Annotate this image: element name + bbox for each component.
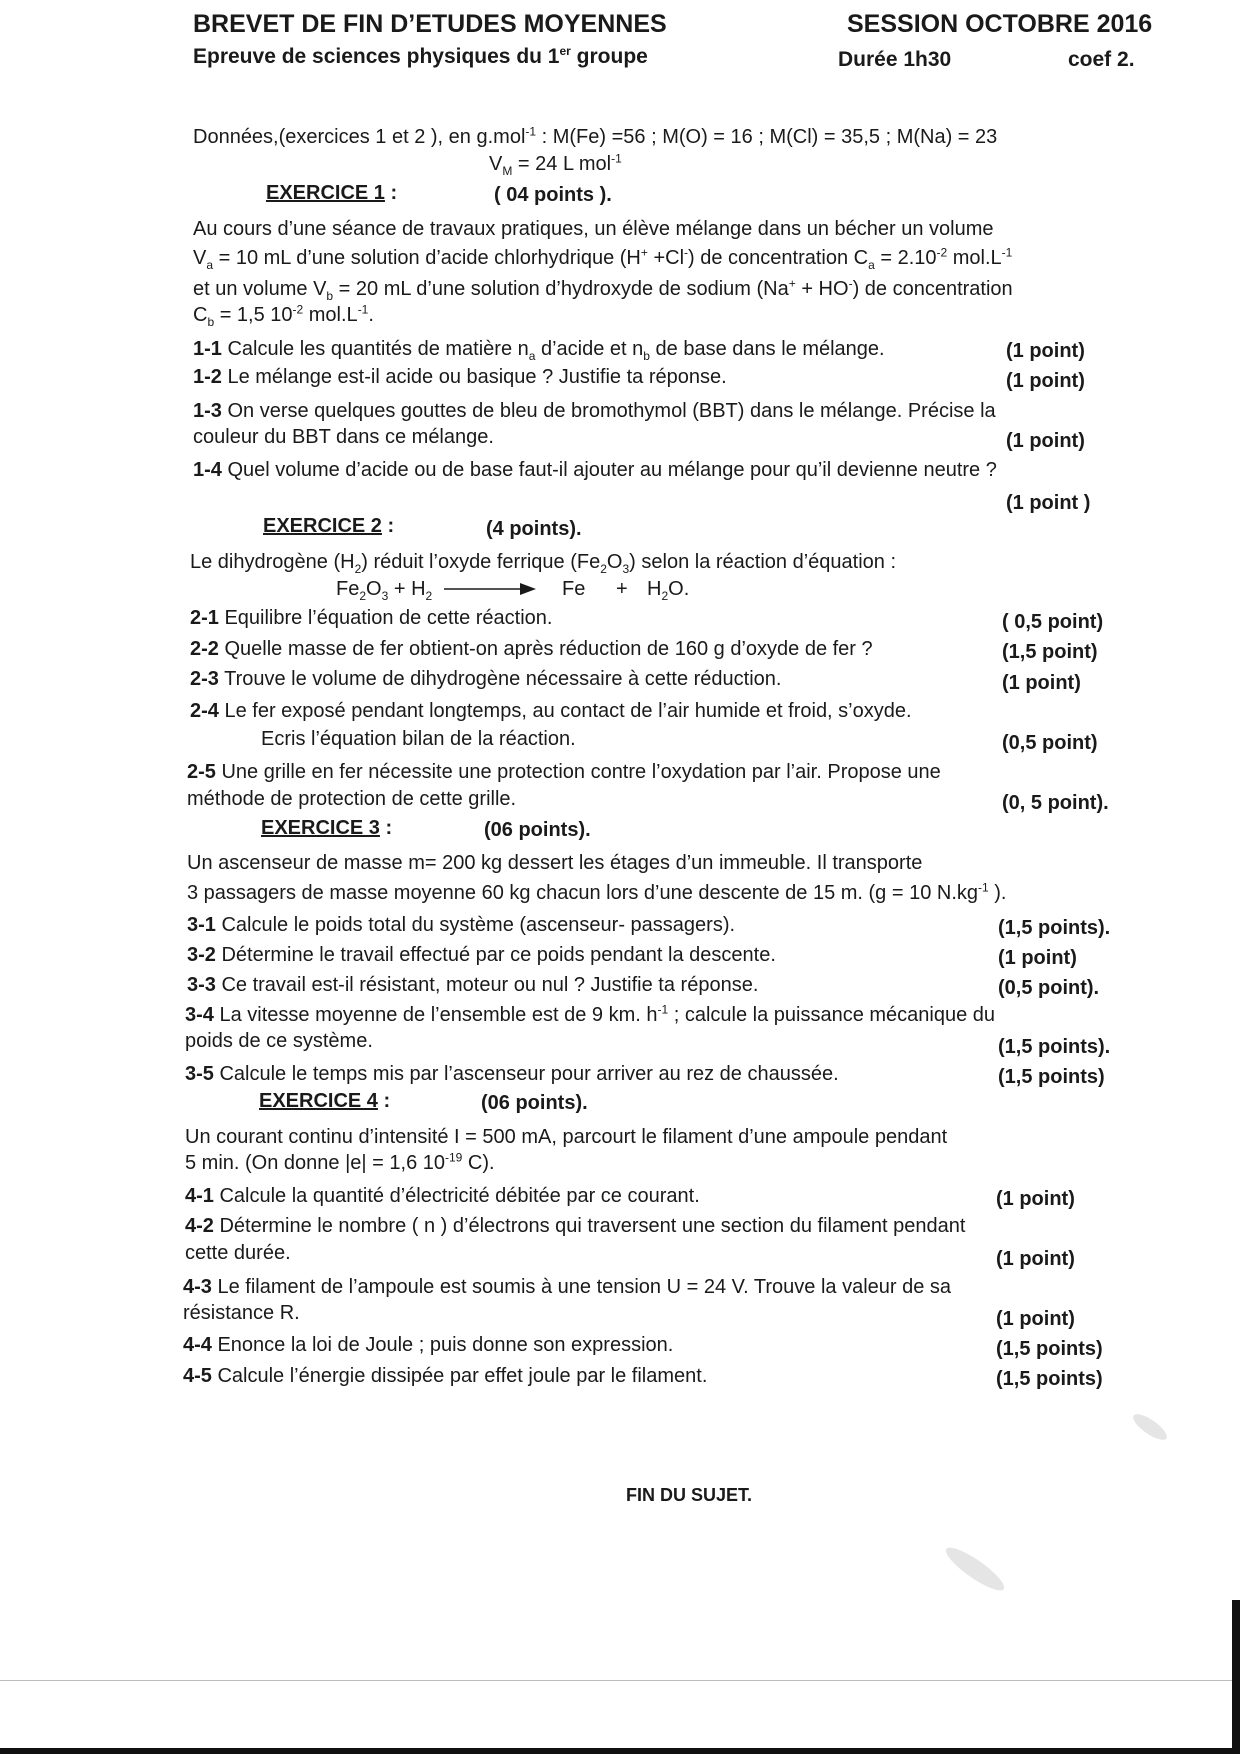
- question-1-3-points: (1 point): [1006, 430, 1085, 452]
- question-3-5-points: (1,5 points): [998, 1066, 1105, 1088]
- question-1-4: 1-4 Quel volume d’acide ou de base faut-il ajouter au mélange pour qu’il devienne neutre ?: [193, 459, 997, 481]
- question-2-5: 2-5 Une grille en fer nécessite une protection contre l’oxydation par l’air. Propose une: [187, 761, 941, 783]
- question-4-2: 4-2 Détermine le nombre ( n ) d’électrons qui traversent une section du filament pendant: [185, 1215, 966, 1237]
- question-1-1: 1-1 Calcule les quantités de matière $n_a$ d’acide et $n_b$ de base dans le mélange.: [193, 338, 885, 363]
- question-2-3: 2-3 Trouve le volume de dihydrogène nécessaire à cette réduction.: [190, 668, 782, 690]
- question-2-1: 2-1 Equilibre l’équation de cette réaction.: [190, 607, 553, 629]
- question-4-4-points: (1,5 points): [996, 1338, 1103, 1360]
- question-2-4-text: Ecris l’équation bilan de la réaction.: [261, 728, 576, 750]
- question-4-1-points: (1 point): [996, 1188, 1075, 1210]
- question-3-2-points: (1 point): [998, 947, 1077, 969]
- coefficient-label: coef 2.: [1068, 48, 1135, 71]
- scan-smudge: [1130, 1410, 1171, 1444]
- question-4-2-points: (1 point): [996, 1248, 1075, 1270]
- question-2-5-points: (0, 5 point).: [1002, 792, 1109, 814]
- question-2-3-points: (1 point): [1002, 672, 1081, 694]
- exercise-1-text: et un volume $V_b = 20$ mL d’une solution d’hydroxyde de sodium (Na+ + HO-) de concentration: [193, 276, 1013, 303]
- duration-label: Durée 1h30: [838, 48, 952, 71]
- question-2-2: 2-2 Quelle masse de fer obtient-on après réduction de 160 g d’oxyde de fer ?: [190, 638, 873, 660]
- exercise-4-text: Un courant continu d’intensité I = 500 mA, parcourt le filament d’une ampoule pendant: [185, 1126, 948, 1148]
- question-3-4-points: (1,5 points).: [998, 1036, 1111, 1058]
- reaction-plus-sign: +: [616, 578, 628, 600]
- question-1-3: 1-3 On verse quelques gouttes de bleu de bromothymol (BBT) dans le mélange. Précise la: [193, 400, 996, 422]
- question-4-2-text: cette durée.: [185, 1242, 291, 1264]
- question-1-2: 1-2 Le mélange est-il acide ou basique ? Justifie ta réponse.: [193, 366, 727, 388]
- question-3-5: 3-5 Calcule le temps mis par l’ascenseur pour arriver au rez de chaussée.: [185, 1063, 839, 1085]
- scan-edge-line: [0, 1680, 1240, 1681]
- reaction-product-fe: Fe: [562, 578, 586, 600]
- question-3-1: 3-1 Calcule le poids total du système (ascenseur- passagers).: [187, 914, 736, 936]
- question-3-4-text: poids de ce système.: [185, 1030, 373, 1052]
- exercise-1-text: $V_a = 10$ mL d’une solution d’acide chlorhydrique (H+ +Cl-) de concentration $C_a = 2.10^{-2}$ $mol.L^{-1}$: [193, 245, 1013, 272]
- molar-volume-data: $V_M = 24$ L mol$^{-1}$: [489, 151, 622, 178]
- question-4-3: 4-3 Le filament de l’ampoule est soumis à une tension U = 24 V. Trouve la valeur de sa: [183, 1276, 952, 1298]
- exercise-3-heading: EXERCICE 3 :: [261, 817, 393, 839]
- scan-bottom-shadow: [0, 1748, 1240, 1754]
- question-2-5-text: méthode de protection de cette grille.: [187, 788, 517, 810]
- exercise-4-points: (06 points).: [481, 1092, 588, 1114]
- question-3-3: 3-3 Ce travail est-il résistant, moteur ou nul ? Justifie ta réponse.: [187, 974, 759, 996]
- exercise-4-heading: EXERCICE 4 :: [259, 1090, 391, 1112]
- question-4-1: 4-1 Calcule la quantité d’électricité débitée par ce courant.: [185, 1185, 700, 1207]
- exercise-2-text: Le dihydrogène $(H_2)$ réduit l’oxyde ferrique $(Fe_2O_3)$ selon la réaction d’équation :: [190, 551, 897, 576]
- question-2-1-points: ( 0,5 point): [1002, 611, 1104, 633]
- question-1-1-points: (1 point): [1006, 340, 1085, 362]
- session-label: SESSION OCTOBRE 2016: [847, 10, 1153, 38]
- question-1-3-text: couleur du BBT dans ce mélange.: [193, 426, 494, 448]
- question-2-4-points: (0,5 point): [1002, 732, 1098, 754]
- exercise-3-text: 3 passagers de masse moyenne 60 kg chacun lors d’une descente de 15 m. (g = 10 $N.kg^{-1}$ ).: [187, 880, 1007, 904]
- exercise-1-text: $C_b = 1,5$ $10^{-2}$ $mol.L^{-1}$.: [193, 302, 374, 329]
- question-4-3-points: (1 point): [996, 1308, 1075, 1330]
- exercise-4-text: 5 min. (On donne |e| = 1,6 $10^{-19}$ C).: [185, 1150, 495, 1174]
- question-3-3-points: (0,5 point).: [998, 977, 1100, 999]
- question-3-1-points: (1,5 points).: [998, 917, 1111, 939]
- exercise-1-text: Au cours d’une séance de travaux pratiques, un élève mélange dans un bécher un volume: [193, 218, 994, 240]
- question-4-5-points: (1,5 points): [996, 1368, 1103, 1390]
- exercise-1-heading: EXERCICE 1 :: [266, 182, 398, 204]
- question-4-5: 4-5 Calcule l’énergie dissipée par effet joule par le filament.: [183, 1365, 708, 1387]
- question-1-4-points: (1 point ): [1006, 492, 1091, 514]
- end-of-exam-label: FIN DU SUJET.: [626, 1485, 753, 1505]
- exercise-2-points: (4 points).: [486, 518, 582, 540]
- exam-title: BREVET DE FIN D’ETUDES MOYENNES: [193, 10, 667, 38]
- exercise-2-heading: EXERCICE 2 :: [263, 515, 395, 537]
- exercise-3-text: Un ascenseur de masse m= 200 kg dessert les étages d’un immeuble. Il transporte: [187, 852, 923, 874]
- question-4-4: 4-4 Enonce la loi de Joule ; puis donne son expression.: [183, 1334, 674, 1356]
- molar-mass-data: Données,(exercices 1 et 2 ), en g.mol$^{-1}$ : M(Fe) =56 ; M(O) = 16 ; M(Cl) = 35,5 ; M(Na) = 23: [193, 124, 998, 148]
- exam-subtitle: Epreuve de sciences physiques du 1er groupe: [193, 44, 648, 68]
- scan-corner-shadow: [1232, 1600, 1240, 1750]
- exercise-3-points: (06 points).: [484, 819, 591, 841]
- question-3-2: 3-2 Détermine le travail effectué par ce poids pendant la descente.: [187, 944, 776, 966]
- reaction-arrow: [444, 580, 536, 596]
- question-2-2-points: (1,5 point): [1002, 641, 1098, 663]
- reaction-product-water: $H_2O$.: [647, 578, 690, 603]
- question-3-4: 3-4 La vitesse moyenne de l’ensemble est de 9 km. $h^{-1}$ ; calcule la puissance mécanique du: [185, 1002, 996, 1026]
- question-2-4: 2-4 Le fer exposé pendant longtemps, au contact de l’air humide et froid, s’oxyde.: [190, 700, 912, 722]
- exercise-1-points: ( 04 points ).: [494, 184, 612, 206]
- question-4-3-text: résistance R.: [183, 1302, 300, 1324]
- question-1-2-points: (1 point): [1006, 370, 1085, 392]
- reaction-equation: $Fe_2O_3 + H_2$: [336, 578, 433, 603]
- scan-smudge: [941, 1542, 1009, 1597]
